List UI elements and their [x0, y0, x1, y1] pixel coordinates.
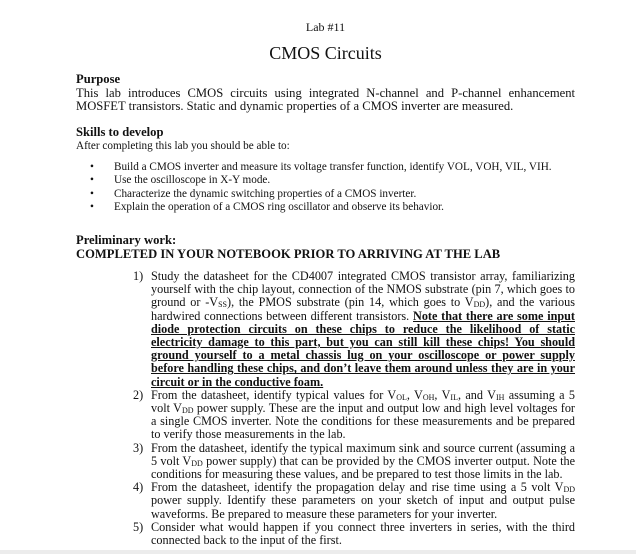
subscript: DD: [181, 406, 194, 416]
bullet-icon: •: [90, 174, 94, 187]
list-item-text: Use the oscilloscope in X-Y mode.: [114, 174, 271, 187]
bullet-icon: •: [90, 201, 94, 214]
bullet-icon: •: [90, 187, 94, 200]
item-text: power supply. These are the input and output low and high level voltages for a single CMOS inverter. Note the conditions for these measurements and be prepared to verify those measurements in the lab.: [151, 401, 575, 442]
warning-text: Note that there are some input diode protection circuits on these chips to reduce the likelihood of static electricity damage to this part, but you can still kill these chips! You should ground yourself to a metal chassis lug on your oscilloscope or power supply before handling these chips, and don’t leave them around unless they are in your circuit or in the conductive foam.: [151, 308, 575, 389]
purpose-section: [76, 73, 575, 114]
subscript: OH: [422, 392, 435, 402]
list-item: [76, 188, 575, 201]
subscript: IH: [495, 392, 505, 402]
item-text: Consider what would happen if you connect three inverters in series, with the third connected back to the input of the first.: [151, 519, 575, 548]
item-number: 3): [133, 440, 144, 455]
subscript: OL: [396, 392, 407, 402]
subscript: DD: [191, 458, 203, 468]
purpose-text: This lab introduces CMOS circuits using integrated N-channel and P-channel enhancement MOSFET transistors. Static and dynamic properties of a CMOS inverter are measured.: [76, 85, 575, 113]
preliminary-item: [133, 270, 575, 389]
list-item: [76, 201, 575, 214]
item-text: ), and the various hardwired connections between different transistors.: [151, 295, 575, 323]
item-number: 5): [133, 519, 144, 534]
skills-list: [76, 161, 575, 215]
preliminary-item: [133, 389, 575, 442]
item-text: power supply. Identify these parameters on your sketch of input and output pulse waveforms. Be prepared to measure these parameters for your inverter.: [151, 493, 575, 521]
subscript: SS: [218, 300, 228, 310]
preliminary-subheading: COMPLETED IN YOUR NOTEBOOK PRIOR TO ARRIVING AT THE LAB: [76, 246, 501, 261]
lab-number: Lab #11: [305, 20, 346, 34]
preliminary-list: [133, 270, 575, 547]
list-item-text: Build a CMOS inverter and measure its voltage transfer function, identify VOL, VOH, VIL, VIH.: [114, 161, 552, 173]
item-text: From the datasheet, identify the propagation delay and rise time using a 5 volt V: [151, 480, 564, 495]
skills-section: [76, 126, 575, 215]
purpose-heading: Purpose: [76, 72, 121, 86]
item-text: , and V: [457, 387, 496, 402]
skills-intro: After completing this lab you should be able to:: [76, 139, 290, 152]
viewer-bottom-edge: [0, 550, 636, 554]
document-title: CMOS Circuits: [269, 43, 382, 63]
item-text: power supply) that can be provided by the CMOS inverter output. Note the conditions for measuring these values, and be prepared to test those limits in the lab.: [151, 453, 575, 482]
item-text: assuming a 5 volt V: [151, 387, 576, 416]
item-text: From the datasheet, identify the typical maximum sink and source current (assuming a 5 volt V: [151, 440, 575, 468]
preliminary-section: [76, 234, 575, 261]
item-text: ), the PMOS substrate (pin 14, which goes to V: [227, 295, 474, 310]
item-text: , V: [406, 387, 423, 402]
item-text: From the datasheet, identify typical values for V: [151, 387, 397, 402]
skills-heading: Skills to develop: [76, 125, 164, 139]
list-item-text: Explain the operation of a CMOS ring oscillator and observe its behavior.: [114, 201, 444, 214]
item-number: 2): [133, 387, 144, 402]
item-number: 1): [133, 269, 144, 283]
preliminary-item: [133, 481, 575, 521]
preliminary-item: [133, 521, 575, 547]
list-item: [76, 174, 575, 187]
item-number: 4): [133, 480, 144, 495]
subscript: DD: [563, 485, 575, 495]
subscript: DD: [473, 300, 486, 310]
preliminary-item: [133, 442, 575, 482]
subscript: IL: [450, 392, 458, 402]
list-item: [76, 161, 575, 174]
preliminary-heading: Preliminary work:: [76, 233, 177, 247]
item-text: Study the datasheet for the CD4007 integrated CMOS transistor array, familiarizing yourself with the chip layout, connection of the NMOS substrate (pin 7, which goes to ground or -V: [151, 269, 575, 310]
list-item-text: Characterize the dynamic switching properties of a CMOS inverter.: [114, 187, 417, 200]
bullet-icon: •: [90, 161, 94, 173]
item-text: , V: [434, 387, 451, 402]
